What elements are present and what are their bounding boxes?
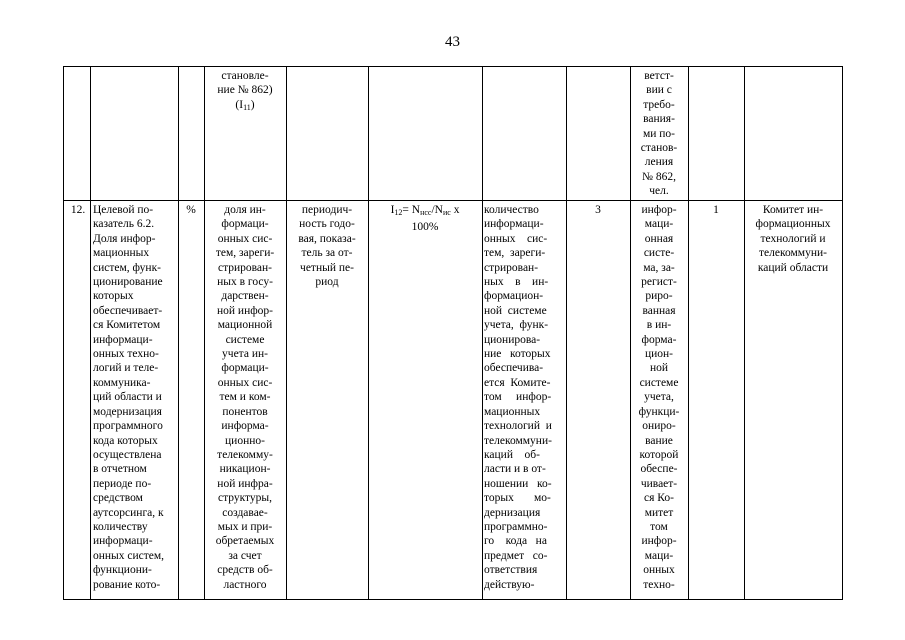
column-divider xyxy=(744,67,745,599)
responsible-body: Комитет ин- формационных технологий и телекоммуни- каций области xyxy=(755,204,831,274)
column-divider xyxy=(90,67,91,599)
periodicity: периодич- ность годо- вая, показа- тель за от- четный пе- риод xyxy=(298,204,356,289)
method-code: 3 xyxy=(595,204,601,216)
basic-indicator: количество информаци- онных сис- тем, зареги- стрирован- ных в ин- формацион- ной системе учета, функ- ционирова- ние которых обеспечива- ется Комите- том инфор- мационных технологий и телекоммуни- каций об- ласти и в от- ношении ко- торых мо- дернизация программно- го кода на предмет со- ответствия действую- xyxy=(484,204,552,591)
column-divider xyxy=(688,67,689,599)
observation-object: инфор- маци- онная систе- ма, за- регист- риро- ванная в ин- форма- цион- ной системе учета, функци- ониро- вание которой обеспе- чивает- ся Ко- митет том инфор- маци- онных техно- xyxy=(638,204,680,591)
calculation-formula: $I_{12}= N_{нсс}/N_{ис}$ х 100% xyxy=(390,204,460,234)
column-divider xyxy=(566,67,567,599)
indicator-name: Целевой по- казатель 6.2. Доля инфор- мационных систем, функ- ционирование которых обеспечивает- ся Комитетом информаци- онных техно- логий и теле- коммуника- ций области и модернизация программного кода которых осуществлена в отчетном периоде по- средством аутсорсинга, к количеству информаци- онных систем, функциони- рование кото- xyxy=(93,204,165,591)
row-divider xyxy=(64,200,842,201)
continued-definition-cell: становле- ние № 862) $(I_{11})$ xyxy=(217,70,273,112)
indicator-table xyxy=(63,66,843,600)
continued-object-cell: ветст- вии с требо- вания- ми по- станов- ления № 862, чел. xyxy=(640,70,678,198)
column-divider xyxy=(178,67,179,599)
coverage-code: 1 xyxy=(713,204,719,216)
unit-of-measure: % xyxy=(186,204,196,216)
column-divider xyxy=(286,67,287,599)
page-number: 43 xyxy=(445,34,460,50)
row-number: 12. xyxy=(70,204,86,216)
indicator-definition: доля ин- формаци- онных сис- тем, зареги- стрирован- ных в госу- дарствен- ной инфор- мационной системе учета ин- формаци- онных сис- тем и ком- понентов информа- ционно- телекомму- никацион- ной инфра- структуры, создавае- мых и при- обретаемых за счет средств об- ластного xyxy=(215,204,275,591)
column-divider xyxy=(368,67,369,599)
column-divider xyxy=(482,67,483,599)
